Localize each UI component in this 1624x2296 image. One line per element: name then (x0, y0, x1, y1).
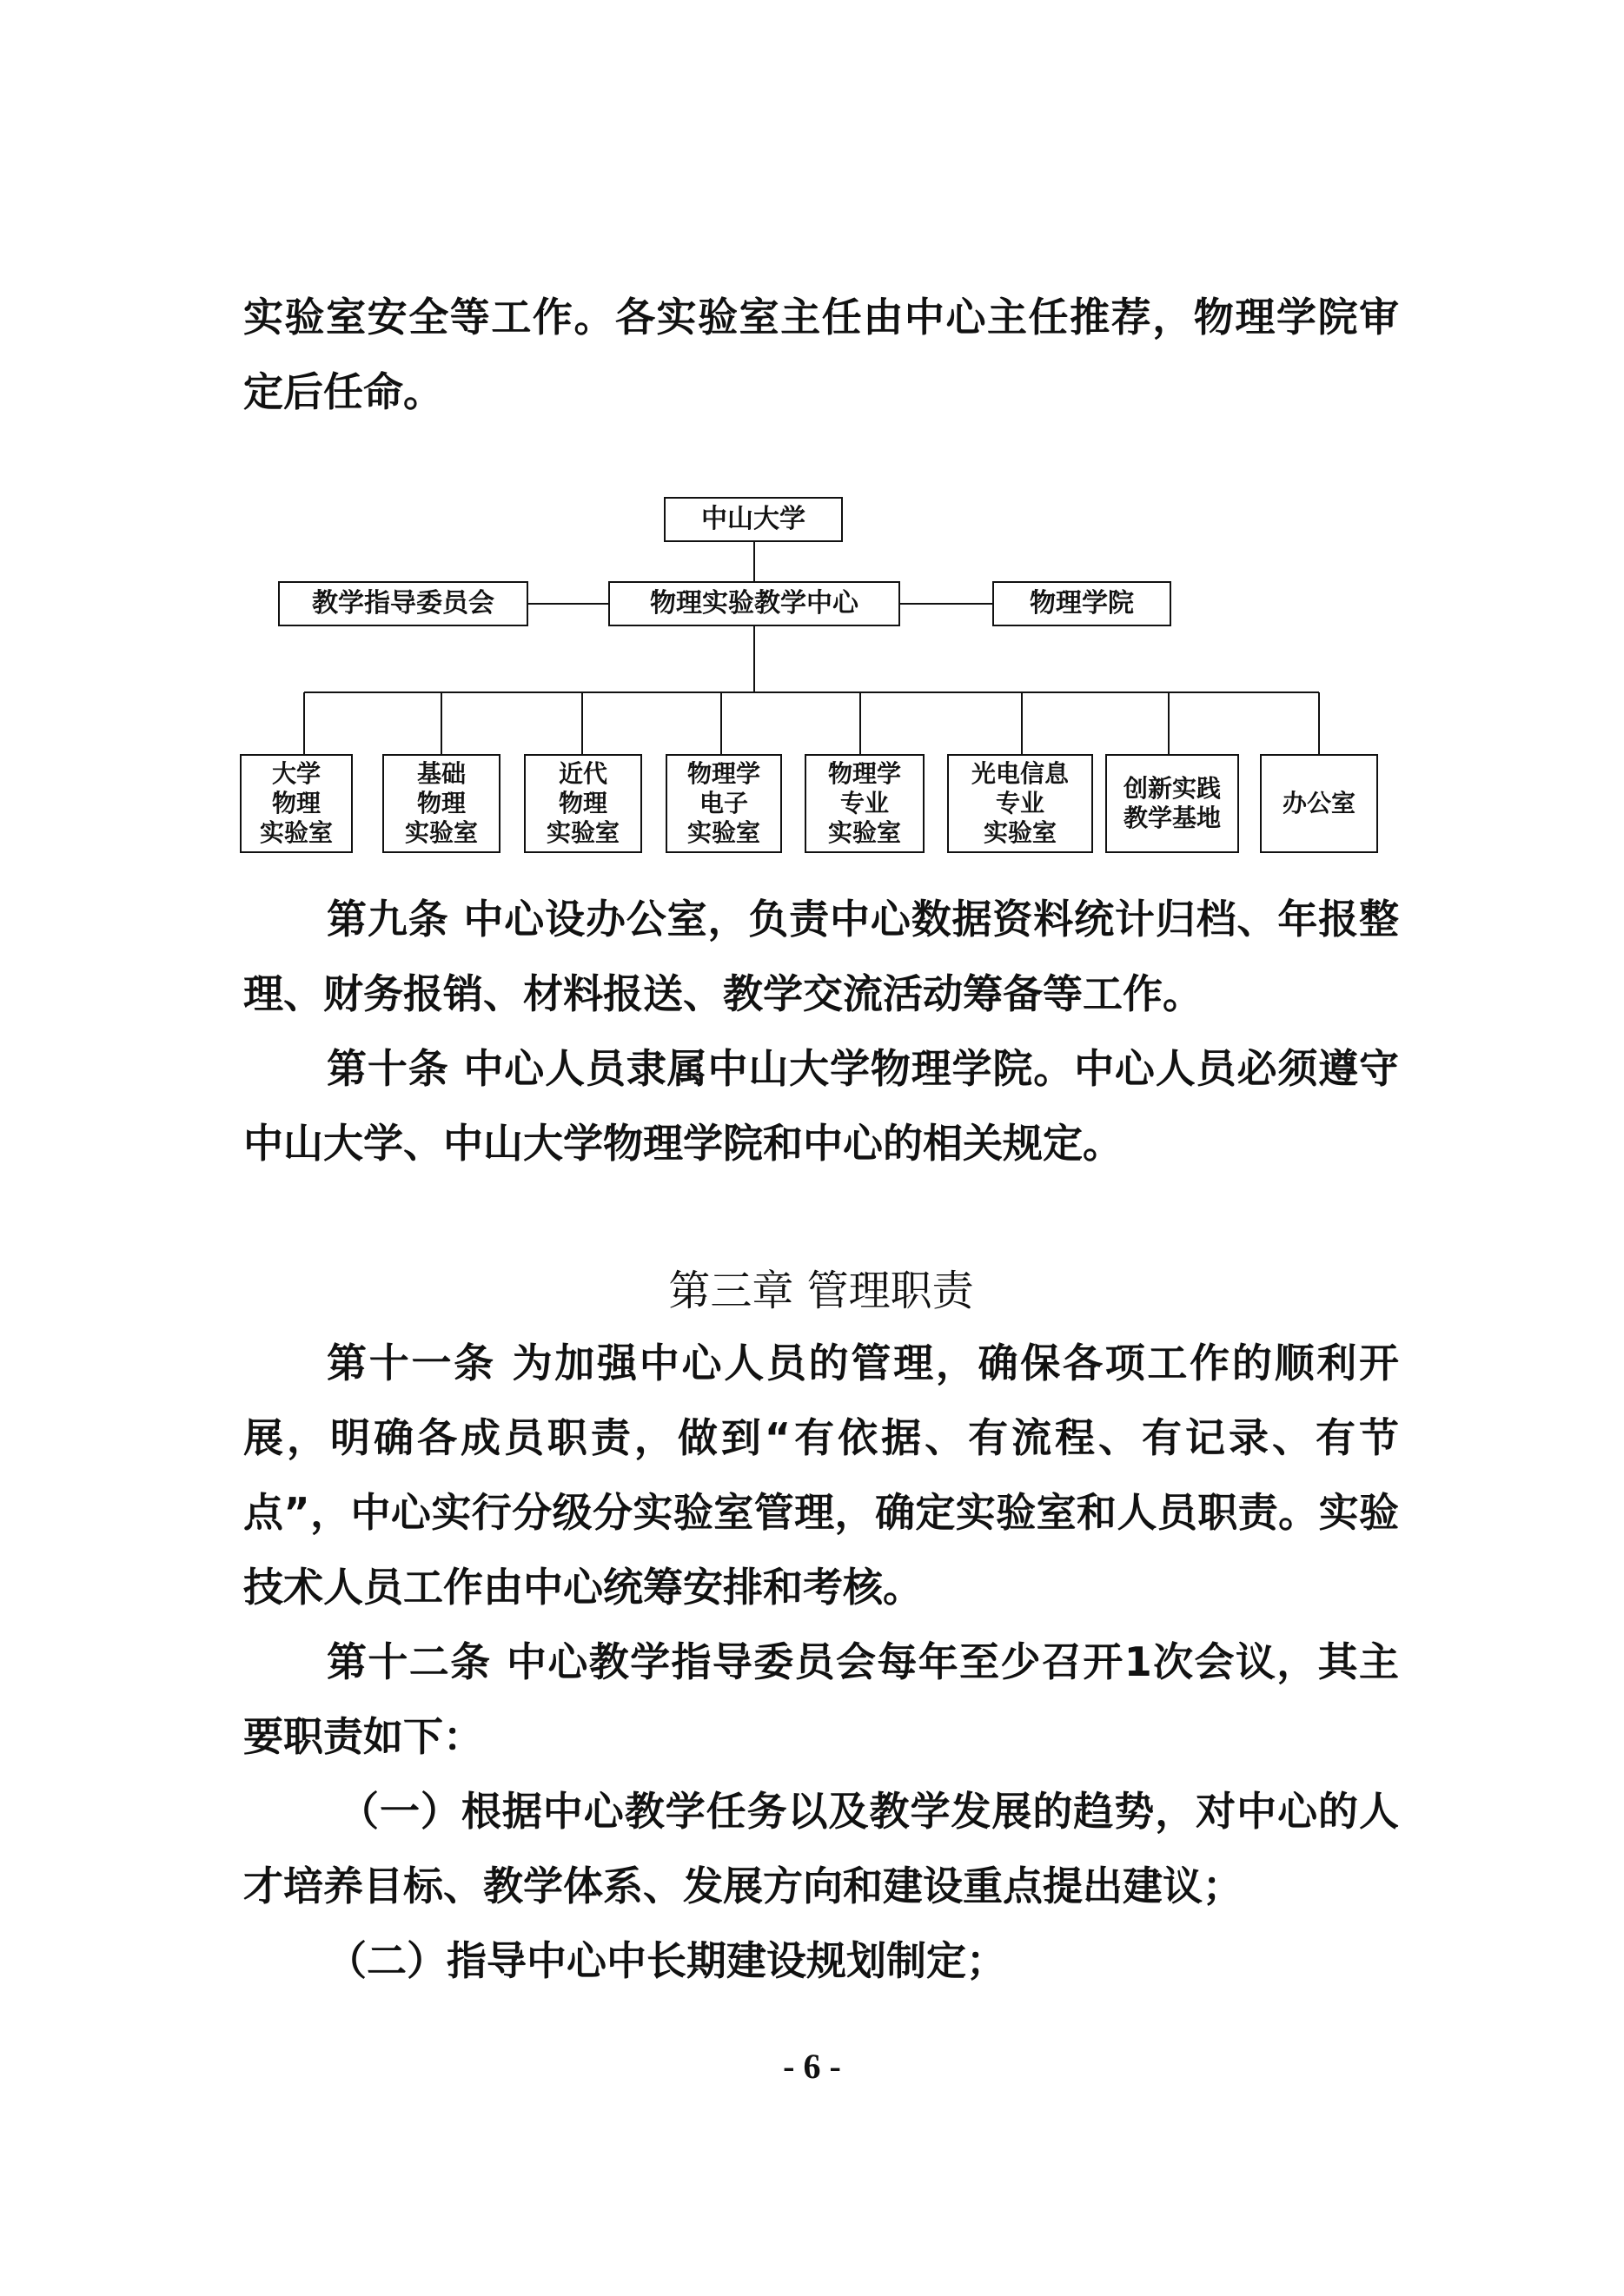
org-box-university: 中山大学 (664, 497, 843, 542)
article-text: 中心设办公室，负责中心数据资料统计归档、年报整理、财务报销、材料报送、教学交流活动筹备等工作。 (243, 896, 1400, 1017)
org-box-teaching-committee: 教学指导委员会 (278, 581, 528, 626)
org-box-unit: 光电信息 专业 实验室 (947, 754, 1093, 853)
org-box-physics-school: 物理学院 (992, 581, 1171, 626)
org-box-center: 物理实验教学中心 (608, 581, 900, 626)
article-12 (243, 1624, 1399, 1774)
org-box-unit: 办公室 (1260, 754, 1378, 853)
org-box-unit: 大学 物理 实验室 (240, 754, 353, 853)
article-label: 第十二条 (327, 1638, 492, 1685)
article-11 (243, 1326, 1399, 1624)
org-box-unit: 创新实践 教学基地 (1105, 754, 1239, 853)
org-box-unit: 基础 物理 实验室 (382, 754, 500, 853)
list-item-2: （二）指导中心中长期建设规划制定； (327, 1937, 1006, 1984)
chapter-title: 第三章 管理职责 (668, 1267, 974, 1315)
article-9 (243, 882, 1399, 1031)
article-10 (243, 1031, 1399, 1181)
org-box-unit: 近代 物理 实验室 (524, 754, 642, 853)
article-text: 中心教学指导委员会每年至少召开1次会议，其主要职责如下： (243, 1638, 1400, 1760)
page-number: - 6 - (783, 2047, 841, 2086)
org-box-unit: 物理学 专业 实验室 (805, 754, 925, 853)
article-text: 中心人员隶属中山大学物理学院。中心人员必须遵守中山大学、中山大学物理学院和中心的相关规定。 (243, 1045, 1400, 1167)
article-text: 为加强中心人员的管理，确保各项工作的顺利开展，明确各成员职责，做到“有依据、有流程、有记录、有节点”，中心实行分级分实验室管理，确定实验室和人员职责。实验技术人员工作由中心统筹安排和考核。 (243, 1340, 1400, 1611)
list-item-1: （一）根据中心教学任务以及教学发展的趋势，对中心的人才培养目标、教学体系、发展方向和建设重点提出建议； (243, 1788, 1399, 1909)
article-label: 第十一条 (327, 1340, 496, 1386)
org-box-unit: 物理学 电子 实验室 (666, 754, 782, 853)
article-label: 第十条 (327, 1045, 449, 1092)
article-label: 第九条 (327, 896, 449, 943)
intro-paragraph: 实验室安全等工作。各实验室主任由中心主任推荐，物理学院审定后任命。 (243, 294, 1399, 415)
